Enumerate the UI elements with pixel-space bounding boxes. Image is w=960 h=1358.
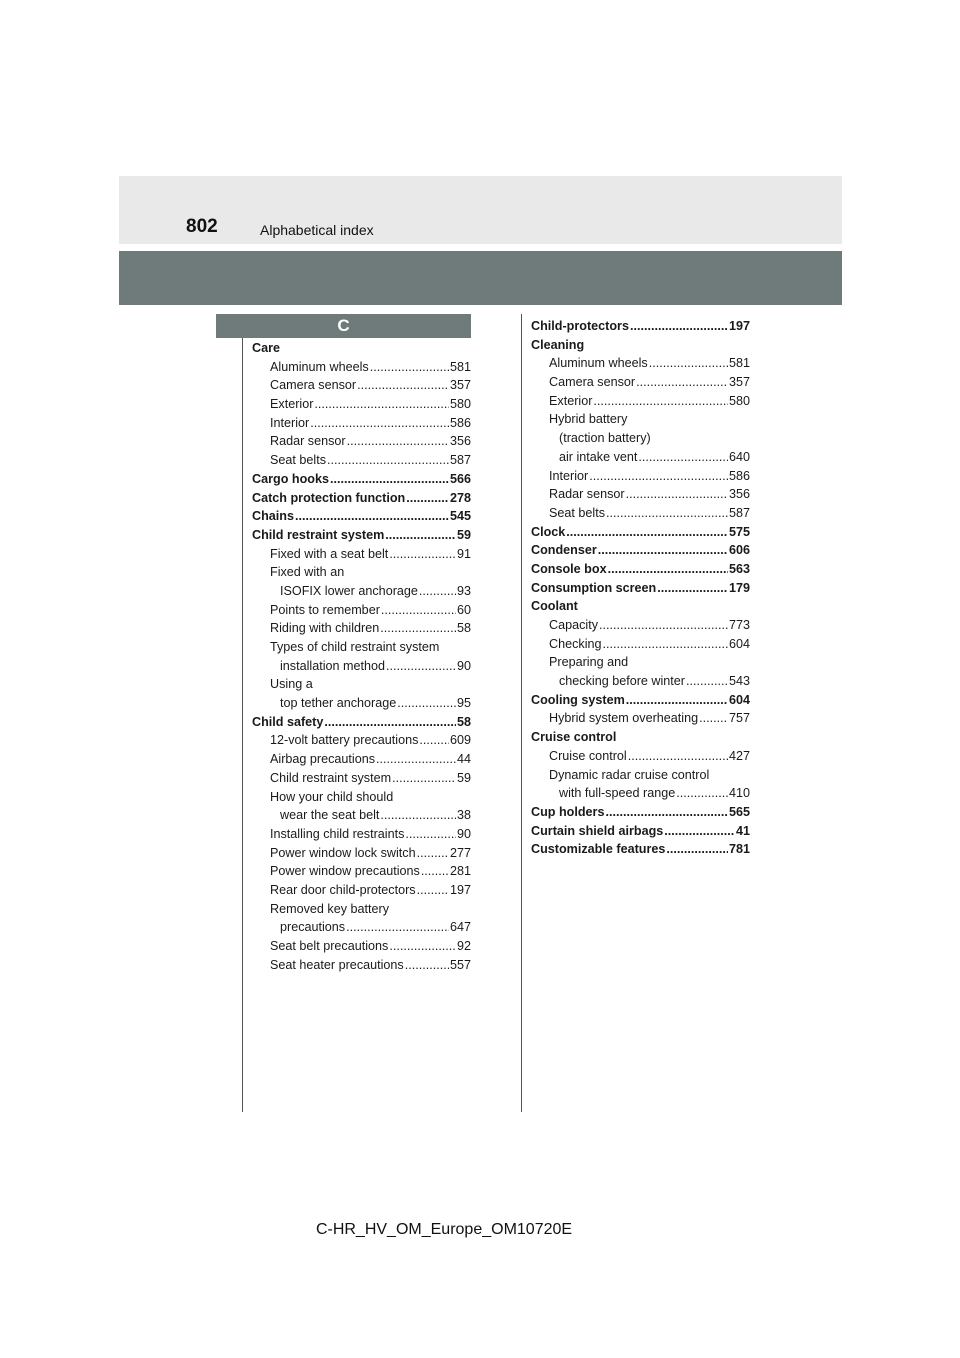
index-entry	[252, 601, 471, 620]
right-column-rule	[521, 314, 522, 1112]
entry-text: Care	[252, 341, 281, 355]
index-entry	[531, 672, 750, 691]
index-entry	[531, 392, 750, 411]
index-entry	[531, 822, 750, 841]
entry-text: Radar sensor	[270, 434, 346, 449]
index-entry	[252, 937, 471, 956]
entry-text: Seat belts	[270, 453, 327, 468]
index-entry	[252, 956, 471, 975]
index-column-left	[252, 339, 471, 974]
index-entry	[252, 750, 471, 769]
dot-leader	[314, 395, 449, 414]
dot-leader	[686, 672, 728, 691]
entry-text: Fixed with a seat belt	[270, 546, 389, 561]
entry-page-number: 566	[449, 471, 471, 486]
entry-page-number: 543	[728, 674, 750, 689]
entry-page-number: 545	[449, 509, 471, 524]
index-entry	[252, 657, 471, 676]
entry-text: Seat belts	[549, 505, 606, 520]
index-entry	[531, 504, 750, 523]
entry-page-number: 91	[456, 546, 471, 561]
entry-text: Aluminum wheels	[549, 356, 648, 371]
index-entry	[252, 545, 471, 564]
entry-page-number: 357	[728, 375, 750, 390]
dot-leader	[324, 713, 456, 732]
entry-page-number: 92	[456, 939, 471, 953]
entry-page-number: 60	[456, 602, 471, 617]
dot-leader	[699, 709, 728, 728]
index-entry	[252, 918, 471, 937]
dot-leader	[419, 731, 449, 750]
index-entry	[531, 541, 750, 560]
entry-text: Hybrid battery	[549, 412, 628, 427]
index-entry	[252, 376, 471, 395]
entry-text: Removed key battery	[270, 901, 389, 916]
index-entry	[531, 336, 750, 355]
entry-text: Hybrid system overheating	[549, 711, 699, 726]
dot-leader	[406, 489, 449, 508]
page-number: 802	[186, 216, 218, 237]
entry-text: Child safety	[252, 714, 324, 729]
index-entry	[252, 432, 471, 451]
dot-leader	[417, 844, 449, 863]
entry-page-number: 565	[728, 804, 750, 819]
entry-page-number: 575	[728, 524, 750, 539]
dot-leader	[405, 825, 456, 844]
dot-leader	[626, 485, 728, 504]
entry-page-number: 90	[456, 826, 471, 841]
dot-leader	[603, 635, 728, 654]
entry-page-number: 410	[728, 786, 750, 801]
entry-text: Camera sensor	[549, 375, 636, 390]
entry-text: Exterior	[270, 397, 314, 412]
header-dark-band	[119, 251, 842, 305]
entry-text: Fixed with an	[270, 565, 345, 580]
entry-text: checking before winter	[559, 674, 686, 689]
dot-leader	[606, 504, 728, 523]
entry-page-number: 278	[449, 490, 471, 505]
index-entry	[531, 354, 750, 373]
dot-leader	[630, 317, 728, 336]
index-entry	[531, 691, 750, 710]
entry-page-number: 606	[728, 543, 750, 558]
dot-leader	[593, 392, 728, 411]
entry-text: precautions	[280, 920, 346, 935]
entry-text: Console box	[531, 561, 607, 576]
entry-page-number: 557	[449, 957, 471, 972]
entry-text: Cargo hooks	[252, 471, 329, 486]
dot-leader	[370, 358, 449, 377]
index-entry	[252, 507, 471, 526]
entry-page-number: 59	[456, 770, 471, 785]
dot-leader	[676, 784, 728, 803]
index-entry	[531, 579, 750, 598]
entry-page-number: 587	[728, 505, 750, 520]
index-entry	[252, 414, 471, 433]
index-entry	[252, 825, 471, 844]
dot-leader	[417, 881, 449, 900]
entry-text: air intake vent	[559, 449, 638, 464]
dot-leader	[330, 470, 449, 489]
entry-text: Cruise control	[531, 730, 617, 745]
index-entry	[531, 485, 750, 504]
entry-page-number: 640	[728, 449, 750, 464]
index-entry	[531, 747, 750, 766]
index-letter-heading: C	[216, 314, 471, 338]
entry-page-number: 587	[449, 453, 471, 468]
entry-text: Cruise control	[549, 748, 627, 763]
index-entry	[531, 653, 750, 672]
entry-page-number: 95	[456, 696, 471, 711]
index-entry	[252, 395, 471, 414]
document-footer	[0, 1221, 960, 1239]
entry-page-number: 604	[728, 636, 750, 651]
entry-text: with full-speed range	[559, 786, 676, 801]
header-band	[119, 176, 842, 244]
index-entry	[252, 638, 471, 657]
entry-page-number: 58	[456, 621, 471, 636]
index-entry	[531, 429, 750, 448]
index-entry	[531, 317, 750, 336]
dot-leader	[347, 432, 449, 451]
index-entry	[531, 467, 750, 486]
entry-text: Aluminum wheels	[270, 359, 369, 374]
entry-page-number: 281	[449, 864, 471, 879]
entry-page-number: 581	[728, 356, 750, 371]
index-entry	[252, 806, 471, 825]
section-title: Alphabetical index	[260, 222, 374, 238]
dot-leader	[295, 507, 449, 526]
dot-leader	[605, 803, 728, 822]
entry-page-number: 59	[456, 527, 471, 542]
entry-text: Child restraint system	[270, 770, 392, 785]
dot-leader	[405, 956, 449, 975]
entry-text: Interior	[270, 415, 310, 430]
dot-leader	[392, 769, 456, 788]
entry-page-number: 773	[728, 618, 750, 632]
entry-page-number: 357	[449, 378, 471, 393]
index-entry	[531, 616, 750, 635]
entry-text: Coolant	[531, 599, 578, 614]
dot-leader	[636, 373, 728, 392]
index-entry	[531, 448, 750, 467]
index-entry	[531, 803, 750, 822]
entry-text: Airbag precautions	[270, 752, 376, 767]
index-entry	[531, 523, 750, 542]
dot-leader	[380, 619, 456, 638]
dot-leader	[381, 601, 456, 620]
index-entry	[252, 731, 471, 750]
entry-text: Seat belt precautions	[270, 939, 389, 953]
index-column-right	[531, 317, 750, 859]
entry-text: Clock	[531, 524, 566, 539]
dot-leader	[346, 918, 449, 937]
entry-text: Exterior	[549, 393, 593, 408]
dot-leader	[638, 448, 728, 467]
entry-text: Capacity	[549, 618, 598, 632]
entry-page-number: 586	[728, 468, 750, 483]
entry-page-number: 609	[449, 733, 471, 748]
dot-leader	[397, 694, 456, 713]
dot-leader	[566, 523, 728, 542]
entry-page-number: 580	[728, 393, 750, 408]
entry-page-number: 647	[449, 920, 471, 935]
footer-code: C-HR_HV_OM_Europe_OM10720E	[315, 1221, 573, 1238]
entry-text: Curtain shield airbags	[531, 823, 664, 838]
index-entry	[531, 597, 750, 616]
dot-leader	[628, 747, 728, 766]
index-entry	[252, 881, 471, 900]
entry-text: Chains	[252, 509, 294, 524]
entry-text: Dynamic radar cruise control	[549, 767, 710, 782]
entry-page-number: 197	[449, 882, 471, 897]
index-entry	[531, 840, 750, 859]
entry-text: ISOFIX lower anchorage	[280, 583, 418, 598]
dot-leader	[649, 354, 728, 373]
entry-text: Catch protection function	[252, 490, 406, 505]
index-entry	[252, 713, 471, 732]
dot-leader	[421, 862, 449, 881]
index-entry	[252, 788, 471, 807]
entry-page-number: 93	[456, 583, 471, 598]
entry-page-number: 427	[728, 748, 750, 763]
entry-page-number: 604	[728, 692, 750, 707]
entry-page-number: 41	[735, 823, 750, 838]
dot-leader	[357, 376, 449, 395]
entry-text: Radar sensor	[549, 487, 625, 502]
entry-text: Customizable features	[531, 842, 666, 857]
index-entry	[252, 582, 471, 601]
index-entry	[252, 489, 471, 508]
entry-text: Child restraint system	[252, 527, 385, 542]
entry-text: Rear door child-protectors	[270, 882, 416, 897]
index-entry	[531, 560, 750, 579]
entry-text: Using a	[270, 677, 313, 692]
entry-page-number: 179	[728, 580, 750, 595]
entry-text: installation method	[280, 658, 386, 673]
dot-leader	[664, 822, 735, 841]
entry-text: Points to remember	[270, 602, 380, 617]
entry-text: 12-volt battery precautions	[270, 733, 419, 748]
dot-leader	[657, 579, 728, 598]
entry-text: Seat heater precautions	[270, 957, 404, 972]
dot-leader	[626, 691, 728, 710]
entry-text: Power window precautions	[270, 864, 420, 879]
index-entry	[252, 675, 471, 694]
index-entry	[531, 635, 750, 654]
dot-leader	[386, 657, 456, 676]
index-entry	[531, 373, 750, 392]
index-entry	[252, 694, 471, 713]
index-entry	[252, 451, 471, 470]
index-entry	[252, 769, 471, 788]
entry-text: Camera sensor	[270, 378, 357, 393]
entry-page-number: 563	[728, 561, 750, 576]
dot-leader	[380, 806, 456, 825]
entry-page-number: 356	[728, 487, 750, 502]
entry-page-number: 90	[456, 658, 471, 673]
entry-text: Cleaning	[531, 337, 585, 352]
entry-page-number: 38	[456, 808, 471, 823]
entry-page-number: 580	[449, 397, 471, 412]
entry-text: Cup holders	[531, 804, 605, 819]
entry-page-number: 581	[449, 359, 471, 374]
index-entry	[252, 619, 471, 638]
left-column-rule	[242, 338, 243, 1112]
index-entry	[252, 563, 471, 582]
index-entry	[531, 766, 750, 785]
entry-page-number: 44	[456, 752, 471, 767]
entry-text: Preparing and	[549, 655, 629, 670]
entry-text: Child-protectors	[531, 319, 629, 333]
dot-leader	[419, 582, 456, 601]
entry-text: Checking	[549, 636, 602, 651]
dot-leader	[598, 541, 728, 560]
entry-text: Consumption screen	[531, 580, 657, 595]
entry-text: Installing child restraints	[270, 826, 405, 841]
dot-leader	[389, 937, 456, 956]
entry-text: wear the seat belt	[280, 808, 380, 823]
index-entry	[531, 709, 750, 728]
entry-text: Cooling system	[531, 692, 625, 707]
entry-page-number: 586	[449, 415, 471, 430]
dot-leader	[666, 840, 728, 859]
entry-text: Interior	[549, 468, 589, 483]
entry-text: Riding with children	[270, 621, 380, 636]
dot-leader	[376, 750, 456, 769]
entry-text: Condenser	[531, 543, 597, 558]
dot-leader	[589, 467, 728, 486]
index-entry	[252, 900, 471, 919]
index-entry	[252, 862, 471, 881]
entry-page-number: 197	[728, 319, 750, 333]
dot-leader	[599, 616, 728, 635]
entry-page-number: 277	[449, 845, 471, 860]
index-entry	[252, 844, 471, 863]
entry-text: Power window lock switch	[270, 845, 416, 860]
index-entry	[531, 728, 750, 747]
index-entry	[252, 526, 471, 545]
index-entry	[252, 470, 471, 489]
index-entry	[531, 784, 750, 803]
dot-leader	[385, 526, 456, 545]
entry-text: How your child should	[270, 789, 394, 804]
dot-leader	[327, 451, 449, 470]
entry-text: Types of child restraint system	[270, 640, 440, 654]
dot-leader	[310, 414, 449, 433]
entry-text: (traction battery)	[559, 431, 651, 446]
entry-page-number: 58	[456, 714, 471, 729]
index-entry	[252, 358, 471, 377]
index-entry	[531, 410, 750, 429]
entry-page-number: 781	[728, 842, 750, 857]
entry-text: top tether anchorage	[280, 696, 397, 711]
entry-page-number: 356	[449, 434, 471, 449]
index-entry	[252, 339, 471, 358]
dot-leader	[608, 560, 728, 579]
dot-leader	[389, 545, 456, 564]
entry-page-number: 757	[728, 711, 750, 726]
